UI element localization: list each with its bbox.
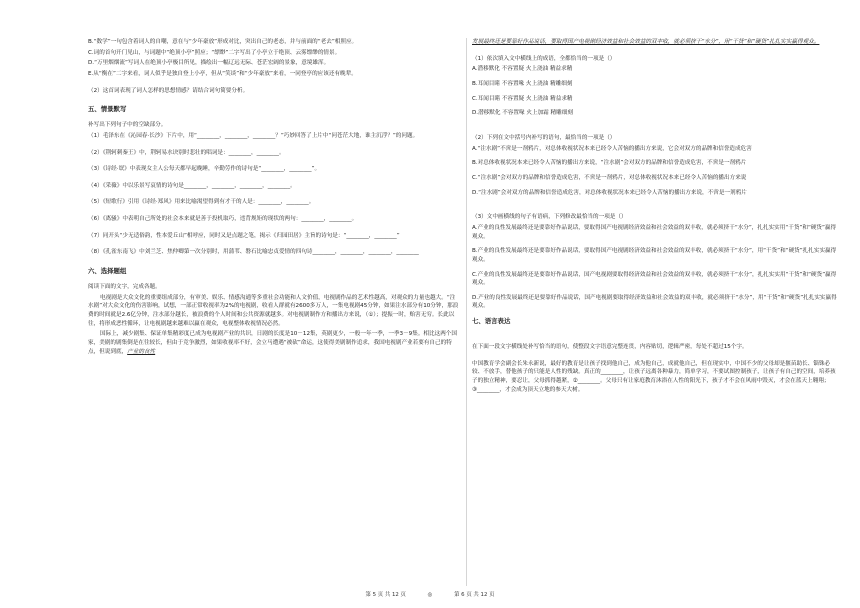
underlined-sentence-start: 产业的良性 — [127, 348, 156, 355]
q1-option-a: A.潜移默化 不容置疑 火上浇油 精益求精 — [472, 66, 573, 73]
reading-paragraph-2 — [88, 330, 460, 356]
q1-option-b: B.耳闻目睹 不容置喙 火上浇油 精雕细刻 — [472, 80, 573, 87]
section-heading-5: 五、情景默写 — [88, 105, 127, 114]
q2-option-a: A.“注水剧”不啻是一剂鸦片，对总体收视状况本来已经令人苦恼的播出方来说，它会对双方的品牌和信誉造成危害 — [472, 145, 752, 152]
fill-item-6: （6）《离骚》中表明自己所处的社会本来就是善于投机取巧，违背规矩的现状的两句：________，________。 — [88, 216, 358, 223]
q2-option-b: B.对总体收视状况本来已经令人苦恼的播出方来说，“注水剧”会对双方的品牌和信誉造成危害，不啻是一剂鸦片 — [472, 160, 747, 167]
q3-option-b: B.产业的良性发展最终还是要靠好作品说话，要取得国产电视剧经济效益和社会效益的双丰收，就必须挤干“水分”，用“干货”和“硬货”扎扎实实赢得观众。 — [472, 248, 837, 263]
question-1: （1）依次填入文中横线上的成语，全都恰当的一项是（） — [472, 55, 616, 62]
question-3: （3）文中画横线的句子有语病，下列修改最恰当的一项是（） — [472, 214, 627, 221]
language-intro: 在下面一段文字横线处补写恰当的语句，使整段文字语意完整连贯，内容贴切，逻辑严密，每处不超过15个字。 — [472, 344, 748, 351]
section-heading-7: 七、语言表达 — [472, 317, 511, 326]
page-number-right: 第 6 页 共 12 页 — [454, 592, 495, 598]
option-b: B.“数学”一句包含着词人的自嘲，意在与“少年豪放”形成对比，突出自己的老态，并与前面的“老去”相照应。 — [88, 39, 358, 45]
q1-option-c: C.耳闻目睹 不容置疑 火上浇油 精益求精 — [472, 95, 573, 102]
section-heading-6: 六、选择题组 — [88, 267, 127, 276]
right-column — [472, 38, 838, 396]
page-footer — [0, 590, 860, 598]
q2-option-d: D.“注水剧”会对双方的品牌和信誉造成危害，对总体收视状况本来已经令人苦恼的播出方来说，不啻是一剂鸦片 — [472, 189, 747, 196]
page-number-left: 第 5 页 共 12 页 — [365, 592, 406, 598]
column-divider — [466, 38, 467, 586]
fill-intro: 补写出下列句子中的空缺部分。 — [88, 122, 167, 129]
fill-item-7: （7）同开头“少无适俗韵，性本爱丘山”相呼应，同时又是点题之笔，揭示《归园田居》主旨的诗句是：“________，________” — [88, 232, 400, 239]
q2-option-c: C.“注水剧”会对双方的品牌和信誉造成危害，不啻是一剂鸦片，对总体收视状况本来已经令人苦恼的播出方来说 — [472, 174, 747, 181]
q3-option-c: C.产业的良性发展最终还是要靠好作品说话，国产电视剧要取得经济效益和社会效益的双丰收，就必须挤干“水分”，扎扎实实用“干货”和“硬货”赢得观众。 — [472, 271, 837, 287]
q3-option-d: D.产业的良性发展最终还是要靠好作品说话，国产电视剧要取得经济效益和社会效益的双丰收，就必须挤干“水分”，用“干货”和“硬货”扎扎实实赢得观众。 — [472, 294, 837, 310]
fill-item-1: （1）毛泽东在《沁园春·长沙》下片中，用“________，________，________？”巧妙回答了上片中“问苍茫大地，谁主沉浮？”的问题。 — [88, 132, 419, 139]
q3-option-a: A.产业的良性发展最终还是要靠好作品说话，要取得国产电视剧经济效益和社会效益的双丰收，就必须挤干“水分”，扎扎实实用“干货”和“硬货”赢得观众。 — [472, 224, 837, 240]
underlined-sentence: 发展最终还是要靠好作品说话，要取得国产电视剧经济效益和社会效益的双丰收，就必须挤干“水分”，用“干货”和“硬货”扎扎实实赢得观众。 — [472, 39, 820, 45]
option-c: C.词的首句开门见山，与词题中“绝顶小亭”照应；“缥缈”二字写出了小亭立于绝顶、云雾缥缈的情景。 — [88, 49, 341, 56]
q1-option-d: D.潜移默化 不容置喙 火上加霜 精雕细刻 — [472, 110, 573, 117]
fill-item-8: （8）《孔雀东南飞》中刘兰芝、焦仲卿第一次分别时，用蒲苇、磐石比喻忠贞爱情的四句诗________，________，________，________ — [88, 249, 419, 256]
footer-center-mark: ◎ — [427, 592, 433, 598]
question-2: （2）这首词表现了词人怎样的思想情感？请结合词句简要分析。 — [88, 87, 249, 94]
question-2-right: （2）下列在文中括号内补写的语句，最恰当的一项是（） — [472, 134, 616, 141]
fill-item-4: （4）《采薇》中以乐景写哀情的诗句是________，________，________，________。 — [88, 182, 296, 189]
option-e: E.从“衡在”二字来看，词人似乎是独自登上小亭，但从“笑谈”和“少年豪放”来看，一同登亭的应该还有晚辈。 — [88, 70, 357, 77]
language-passage: 中国教育学会副会长朱永新说，最好的教育是让孩子找到他自己，成为他自己，成就他自己，但在现实中，中国不少的父母却是揠苗助长、锱铢必较、不放手，替他孩子的只能是人性的残缺。真正的________，让孩子远离各种暴力，简单学习，不要试图控制孩子，让孩子有自己的空间，培养孩子的独立精神，要忍让，父母抓得越紧，②________。父母只有让家庭教育沐浴在人性的阳光下，孩子才不会在风雨中毁灭，才会在蓝天上翱翔；③________，才会成为顶天立地的参天大树。 — [472, 360, 836, 393]
fill-item-3: （3）《诗经·氓》中表现女主人公每天都早起晚睡，辛勤劳作的诗句是“________，________”。 — [88, 166, 321, 173]
option-d: D.“万里烟烟流”写词人在绝顶小亭极目所见，描绘出一幅辽远无际、苍茫宏阔的景象，意境雄浑。 — [88, 60, 330, 67]
reading-paragraph-2-text: 国际上，减少剧集、保证单集精彩度已成为电视剧产业的共识，日剧的长度是10－12集，英剧更少，一般一年一季，一季3－9集。相比这两个国家，美剧的剧集倒是在往较长，但由于竞争激烈，如果收视率不好，会立马遭遇“被砍”命运，这使得美剧制作追求，我国电视剧产业若要有自己的特点，但说到底， — [88, 331, 457, 355]
fill-item-2: （2）《荆轲刺秦王》中，荆轲易水诀别时悲壮的唱词是：________，________。 — [88, 149, 285, 156]
fill-item-5: （5）《短歌行》引用《诗经·郑风》用来比喻渴望得到有才干的人是：________，________。 — [88, 199, 315, 206]
left-column — [88, 38, 460, 358]
reading-intro: 阅读下面的文字，完成各题。 — [88, 284, 161, 291]
reading-paragraph-1: 电视剧是大众文化的重要组成部分，有审美、娱乐、情感沟通等多重社会功能和人文价值，电视剧作品的艺术性越高，对观众的力量也越大。“注水剧”对大众文化的伤害影响，试想，一部正常收视率为2%的电视剧，收看人群就有2600多万人，一集电视剧45分钟，如果注水部分有10分钟，那浪费的时间就是2.6亿分钟，注水部分越长，被浪费的个人时间和公共资源就越多。对电视剧制作方和播出方来说，（①）；提振一时，贻害无穷。长此以往，将形成恶性循环，让电视剧越来越难以赢在观众，电视整体收视情况必然。 — [88, 294, 459, 327]
